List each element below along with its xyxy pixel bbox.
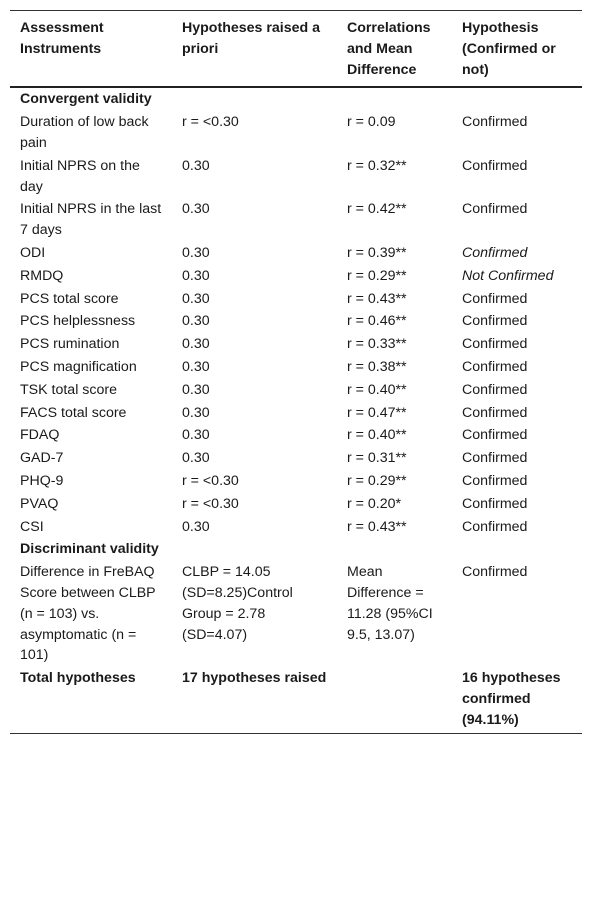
correlation-cell: r = 0.47**: [347, 404, 407, 421]
table-row: [10, 470, 582, 493]
total-row: [10, 667, 582, 733]
table-row: [10, 265, 582, 288]
correlation-cell: r = 0.40**: [347, 381, 407, 398]
correlation-cell: r = 0.33**: [347, 336, 407, 353]
table-row: [10, 447, 582, 470]
instrument-cell: TSK total score: [20, 381, 117, 398]
instrument-cell: FACS total score: [20, 404, 127, 421]
instrument-cell: RMDQ: [20, 267, 64, 284]
instrument-cell: ODI: [20, 244, 46, 261]
table-header: [10, 11, 582, 88]
empty-cell: [452, 538, 582, 561]
hypothesis-cell: 0.30: [182, 358, 210, 375]
hypothesis-cell: CLBP = 14.05 (SD=8.25)Control Group = 2.78 (SD=4.07): [182, 564, 293, 643]
instrument-cell: Initial NPRS in the last 7 days: [20, 201, 162, 239]
result-cell: Confirmed: [462, 114, 528, 131]
total-raised: 17 hypotheses raised: [182, 670, 327, 687]
instrument-cell: CSI: [20, 518, 44, 535]
correlation-cell: r = 0.31**: [347, 450, 407, 467]
table-row: [10, 310, 582, 333]
instrument-cell: Difference in FreBAQ Score between CLBP (n = 103) vs. asymptomatic (n = 101): [20, 564, 156, 664]
hypothesis-cell: r = <0.30: [182, 114, 239, 131]
section-row: [10, 538, 582, 561]
correlation-cell: r = 0.20*: [347, 495, 402, 512]
instrument-cell: GAD-7: [20, 450, 64, 467]
hypothesis-cell: r = <0.30: [182, 495, 239, 512]
correlation-cell: r = 0.29**: [347, 267, 407, 284]
correlation-cell: r = 0.42**: [347, 201, 407, 218]
correlation-cell: r = 0.32**: [347, 157, 407, 174]
result-cell: Confirmed: [462, 336, 528, 353]
result-cell: Confirmed: [462, 381, 528, 398]
empty-cell: [172, 87, 337, 111]
correlation-cell: r = 0.09: [347, 114, 396, 131]
header-row: [10, 11, 582, 88]
table-row: [10, 356, 582, 379]
table-row: [10, 155, 582, 199]
result-cell: Confirmed: [462, 495, 528, 512]
hypothesis-cell: 0.30: [182, 404, 210, 421]
hypothesis-cell: 0.30: [182, 157, 210, 174]
result-cell: Confirmed: [462, 427, 528, 444]
section-row: [10, 87, 582, 111]
header-instruments: Assessment Instruments: [20, 20, 104, 57]
table-row: [10, 493, 582, 516]
result-cell: Confirmed: [462, 450, 528, 467]
instrument-cell: Initial NPRS on the day: [20, 157, 140, 195]
results-table-container: [10, 10, 582, 734]
header-correlations: Correlations and Mean Difference: [347, 20, 431, 78]
table-body: [10, 87, 582, 733]
empty-cell: [172, 538, 337, 561]
table-row: [10, 111, 582, 155]
correlation-cell: r = 0.29**: [347, 472, 407, 489]
result-cell: Confirmed: [462, 157, 528, 174]
instrument-cell: Duration of low back pain: [20, 114, 149, 151]
table-row: [10, 288, 582, 311]
correlation-cell: r = 0.43**: [347, 518, 407, 535]
correlation-cell: r = 0.46**: [347, 313, 407, 330]
section-title: Convergent validity: [20, 91, 152, 108]
table-row: [10, 402, 582, 425]
result-cell: Confirmed: [462, 313, 528, 330]
total-correlation: [337, 667, 452, 733]
table-row: [10, 561, 582, 667]
result-cell: Confirmed: [462, 358, 528, 375]
table-row: [10, 424, 582, 447]
instrument-cell: PVAQ: [20, 495, 59, 512]
header-hypotheses: Hypotheses raised a priori: [182, 20, 320, 57]
header-result: Hypothesis (Confirmed or not): [462, 20, 556, 78]
hypotheses-table: [10, 10, 582, 734]
table-row: [10, 516, 582, 539]
instrument-cell: FDAQ: [20, 427, 60, 444]
result-cell: Confirmed: [462, 472, 528, 489]
instrument-cell: PCS rumination: [20, 336, 120, 353]
empty-cell: [337, 538, 452, 561]
result-cell: Confirmed: [462, 244, 528, 261]
instrument-cell: PHQ-9: [20, 472, 64, 489]
hypothesis-cell: 0.30: [182, 201, 210, 218]
hypothesis-cell: 0.30: [182, 381, 210, 398]
table-row: [10, 198, 582, 242]
hypothesis-cell: 0.30: [182, 450, 210, 467]
hypothesis-cell: 0.30: [182, 427, 210, 444]
result-cell: Confirmed: [462, 201, 528, 218]
correlation-cell: r = 0.39**: [347, 244, 407, 261]
total-confirmed: 16 hypotheses confirmed (94.11%): [462, 670, 561, 728]
section-title: Discriminant validity: [20, 541, 159, 558]
instrument-cell: PCS total score: [20, 290, 119, 307]
correlation-cell: r = 0.38**: [347, 358, 407, 375]
result-cell: Confirmed: [462, 290, 528, 307]
correlation-cell: r = 0.40**: [347, 427, 407, 444]
correlation-cell: Mean Difference = 11.28 (95%CI 9.5, 13.07): [347, 564, 433, 643]
result-cell: Confirmed: [462, 564, 528, 581]
result-cell: Confirmed: [462, 404, 528, 421]
hypothesis-cell: 0.30: [182, 244, 210, 261]
instrument-cell: PCS helplessness: [20, 313, 136, 330]
empty-cell: [337, 87, 452, 111]
result-cell: Confirmed: [462, 518, 528, 535]
empty-cell: [452, 87, 582, 111]
correlation-cell: r = 0.43**: [347, 290, 407, 307]
hypothesis-cell: 0.30: [182, 313, 210, 330]
total-label: Total hypotheses: [20, 670, 136, 687]
table-row: [10, 242, 582, 265]
hypothesis-cell: 0.30: [182, 336, 210, 353]
result-cell: Not Confirmed: [462, 267, 554, 284]
table-row: [10, 379, 582, 402]
instrument-cell: PCS magnification: [20, 358, 137, 375]
table-row: [10, 333, 582, 356]
hypothesis-cell: r = <0.30: [182, 472, 239, 489]
hypothesis-cell: 0.30: [182, 518, 210, 535]
hypothesis-cell: 0.30: [182, 290, 210, 307]
hypothesis-cell: 0.30: [182, 267, 210, 284]
